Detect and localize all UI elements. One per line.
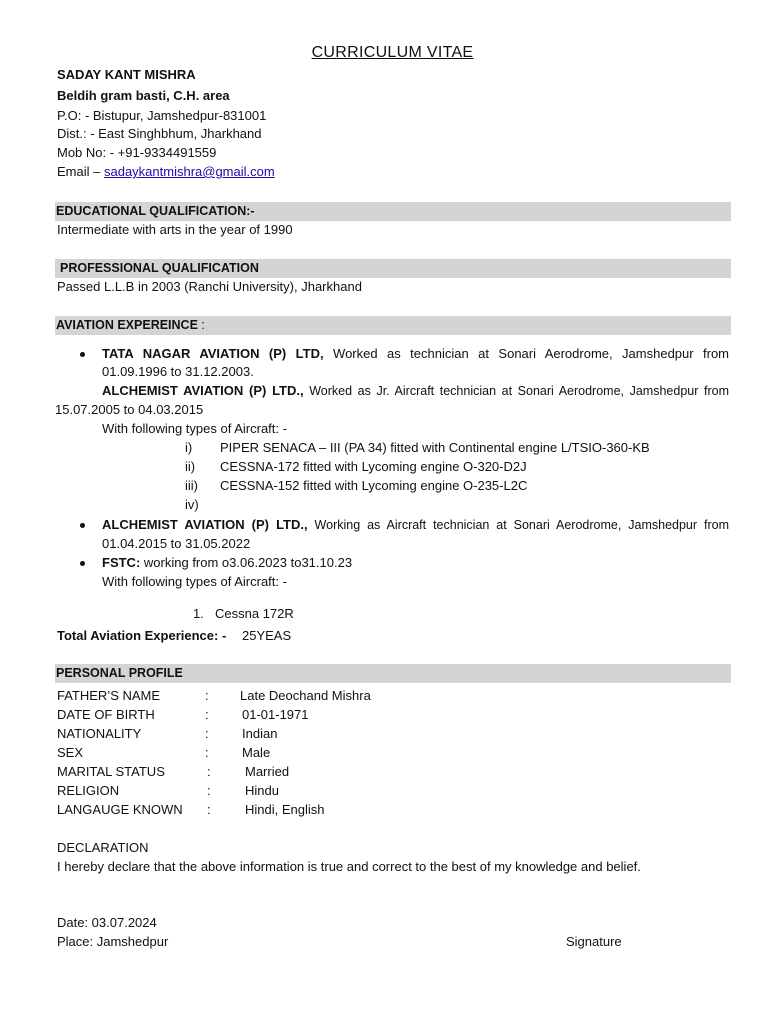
profile-label: NATIONALITY — [57, 726, 142, 741]
bullet-icon — [80, 523, 85, 528]
bullet-icon — [80, 561, 85, 566]
profile-colon: : — [205, 726, 209, 741]
experience-alchemist-dates: 01.04.2015 to 31.05.2022 — [102, 536, 251, 551]
place-line: Place: Jamshedpur — [57, 934, 169, 949]
fstc-aircraft-intro: With following types of Aircraft: - — [102, 574, 287, 589]
experience-tata-dates: 01.09.1996 to 31.12.2003. — [102, 364, 254, 379]
profile-colon: : — [205, 688, 209, 703]
aircraft-num-2: ii) — [185, 459, 196, 474]
declaration-text: I hereby declare that the above information is true and correct to the best of my knowledge and belief. — [57, 859, 641, 874]
aircraft-item-3: CESSNA-152 fitted with Lycoming engine O-235-L2C — [220, 478, 528, 493]
personal-heading: PERSONAL PROFILE — [56, 666, 183, 680]
profile-label: LANGAUGE KNOWN — [57, 802, 183, 817]
aviation-heading-wrap — [56, 316, 205, 335]
professional-heading-band — [55, 259, 731, 278]
profile-colon: : — [205, 707, 209, 722]
document-title: CURRICULUM VITAE — [311, 44, 474, 61]
aircraft-intro: With following types of Aircraft: - — [102, 421, 287, 436]
education-text: Intermediate with arts in the year of 1990 — [57, 222, 293, 237]
education-heading-band — [55, 202, 731, 221]
experience-alchemist-text: Working as Aircraft technician at Sonari Aerodrome, Jamshedpur from — [314, 518, 729, 532]
fstc-aircraft-item: Cessna 172R — [215, 606, 294, 621]
post-office: P.O: - Bistupur, Jamshedpur-831001 — [57, 108, 267, 123]
email-link[interactable]: sadaykantmishra@gmail.com — [103, 164, 275, 179]
company-alchemist-jr: ALCHEMIST AVIATION (P) LTD., — [102, 383, 304, 398]
professional-heading: PROFESSIONAL QUALIFICATION — [60, 261, 259, 275]
professional-text: Passed L.L.B in 2003 (Ranchi University), Jharkhand — [57, 279, 362, 294]
experience-item-fstc — [102, 553, 352, 572]
aircraft-item-2: CESSNA-172 fitted with Lycoming engine O-320-D2J — [220, 459, 527, 474]
experience-fstc-text: working from o3.06.2023 to31.10.23 — [143, 555, 353, 570]
experience-alchemist-jr-dates: 15.07.2005 to 04.03.2015 — [55, 402, 204, 417]
aviation-heading-colon: : — [201, 318, 205, 332]
profile-label: RELIGION — [57, 783, 120, 798]
candidate-name: SADAY KANT MISHRA — [57, 67, 196, 82]
profile-value: Hindi, English — [245, 802, 325, 817]
profile-label: MARITAL STATUS — [57, 764, 165, 779]
email-line — [57, 162, 275, 181]
signature-label: Signature — [566, 934, 622, 949]
mobile-number: Mob No: - +91-9334491559 — [57, 145, 217, 160]
total-experience-value: 25YEAS — [242, 628, 292, 643]
profile-value: Married — [245, 764, 290, 779]
profile-value: Indian — [242, 726, 278, 741]
education-heading: EDUCATIONAL QUALIFICATION:- — [56, 204, 255, 218]
date-line: Date: 03.07.2024 — [57, 915, 157, 930]
profile-value: Hindu — [245, 783, 279, 798]
aircraft-item-1: PIPER SENACA – III (PA 34) fitted with Continental engine L/TSIO-360-KB — [220, 440, 650, 455]
experience-alchemist-jr-text: Worked as Jr. Aircraft technician at Sonari Aerodrome, Jamshedpur from — [309, 384, 729, 398]
experience-tata-text: Worked as technician at Sonari Aerodrome, Jamshedpur from — [333, 346, 730, 361]
company-tata: TATA NAGAR AVIATION (P) LTD, — [102, 346, 324, 361]
personal-heading-band — [55, 664, 731, 683]
experience-item-alchemist-jr — [102, 381, 729, 401]
aircraft-num-3: iii) — [185, 478, 198, 493]
aviation-heading-band — [55, 316, 731, 335]
address-line: Beldih gram basti, C.H. area — [57, 88, 230, 103]
fstc-aircraft-num: 1. — [193, 606, 204, 621]
experience-item-alchemist — [102, 515, 729, 535]
profile-label: SEX — [57, 745, 84, 760]
profile-label: FATHER’S NAME — [57, 688, 161, 703]
profile-colon: : — [207, 802, 211, 817]
aircraft-num-4: iv) — [185, 497, 199, 512]
bullet-icon — [80, 352, 85, 357]
district: Dist.: - East Singhbhum, Jharkhand — [57, 126, 262, 141]
experience-item-tata — [102, 344, 729, 363]
profile-colon: : — [207, 783, 211, 798]
profile-colon: : — [207, 764, 211, 779]
profile-label: DATE OF BIRTH — [57, 707, 155, 722]
total-experience-label: Total Aviation Experience: - — [57, 628, 227, 643]
profile-colon: : — [205, 745, 209, 760]
email-prefix: Email – — [57, 164, 101, 179]
aviation-heading: AVIATION EXPEREINCE — [56, 318, 198, 332]
profile-value: Male — [242, 745, 271, 760]
profile-value: 01-01-1971 — [242, 707, 309, 722]
company-alchemist: ALCHEMIST AVIATION (P) LTD., — [102, 517, 308, 532]
company-fstc: FSTC: — [102, 555, 141, 570]
declaration-heading: DECLARATION — [57, 840, 149, 855]
aircraft-num-1: i) — [185, 440, 193, 455]
profile-value: Late Deochand Mishra — [240, 688, 371, 703]
